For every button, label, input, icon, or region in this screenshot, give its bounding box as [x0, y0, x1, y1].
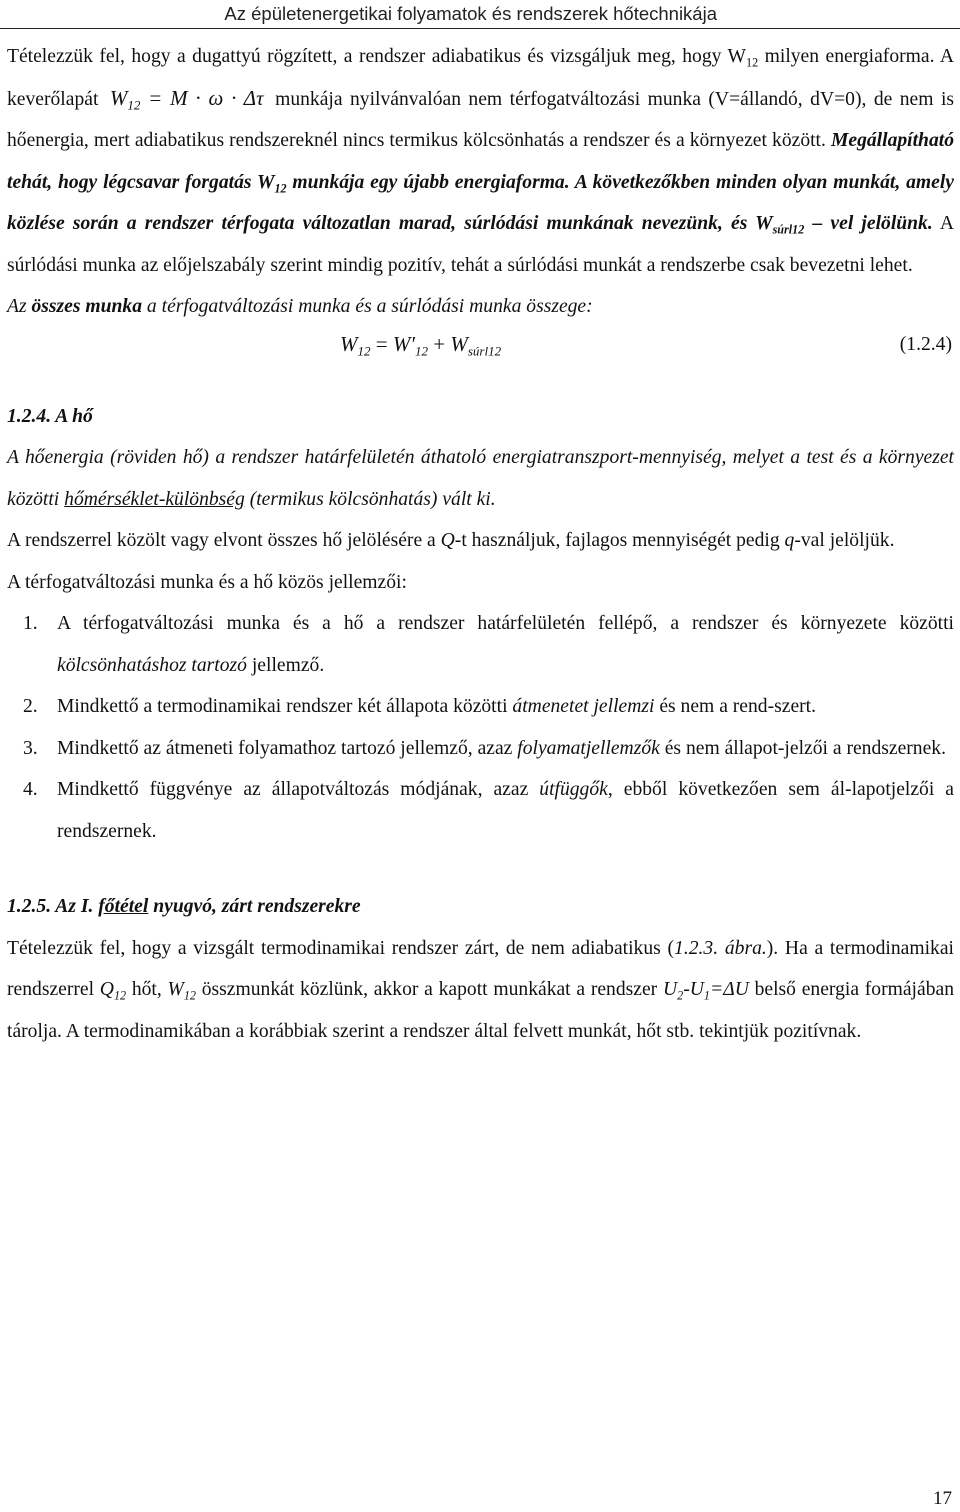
subscript: 1 — [703, 988, 710, 1003]
symbol: U — [689, 979, 704, 1000]
text: ). Ha a termodinamikai rendszerrel — [7, 937, 954, 1000]
subscript: súrl12 — [772, 222, 805, 237]
underlined-term: hőmérséklet-különbség — [64, 488, 245, 510]
text: - — [683, 979, 690, 1000]
equation-body — [340, 324, 501, 366]
bold-term: összes munka — [31, 296, 143, 317]
text: -val jelöljük. — [794, 530, 895, 551]
paragraph-common-features: A térfogatváltozási munka és a hő közös jellemzői: — [7, 571, 407, 593]
list-number: 2. — [23, 696, 38, 717]
text: összmunkát közlünk, akkor a kapott munkákat a rendszer — [196, 979, 663, 1000]
text: A hőenergia (röviden hő) a rendszer határfelületén áthatoló energiatranszport-mennyiség, melyet a test és a környezet közötti — [7, 447, 954, 510]
list-number: 4. — [23, 779, 38, 800]
text: milyen energiaforma. A keverőlapát — [7, 46, 954, 110]
text: munkája egy újabb energiaforma. A következőkben minden olyan munkát, amely közlése során a rendszer térfogata változatlan marad, súrlódási munkának nevezünk, és W — [7, 171, 954, 234]
underlined-term: főtétel — [98, 896, 149, 917]
text: Mindkettő az átmeneti folyamathoz tartozó jellemző, azaz — [57, 737, 518, 759]
page-header — [0, 0, 960, 29]
emphasis: útfüggők — [539, 779, 608, 800]
text: Tételezzük fel, hogy a vizsgált termodinamikai rendszer zárt, de nem adiabatikus ( — [7, 937, 675, 959]
subscript: 12 — [183, 988, 196, 1003]
header-title: Az épületenergetikai folyamatok és rendszerek hőtechnikája — [224, 3, 717, 24]
eq-symbol: W′ — [392, 331, 415, 356]
text: jellemző. — [246, 654, 325, 676]
text: és nem a rend-szert. — [654, 696, 817, 717]
formula-rest: = M · ω · Δτ — [140, 85, 264, 110]
text: Mindkettő függvénye az állapotváltozás módjának, azaz — [57, 779, 540, 800]
text: Az — [7, 296, 32, 317]
paragraph-heat-notation — [7, 520, 954, 562]
eq-operator: + — [427, 331, 451, 356]
formula-symbol: W — [109, 85, 128, 110]
symbol: Q — [440, 530, 455, 551]
section-heading-first-law — [7, 886, 954, 928]
eq-operator: = — [370, 331, 393, 356]
list-item — [7, 603, 954, 686]
paragraph-stirrer — [7, 36, 954, 286]
text: A térfogatváltozási munka és a hő a rendszer határfelületén fellépő, a rendszer és környezete közötti — [57, 613, 954, 634]
subscript: súrl12 — [467, 343, 502, 359]
paragraph-first-law — [7, 928, 954, 1053]
text: , ebből következően sem ál-lapotjelzői a rendszernek. — [57, 779, 954, 842]
list-item — [7, 728, 954, 770]
text: A rendszerrel közölt vagy elvont összes hő jelölésére a — [7, 530, 441, 551]
eq-symbol: W — [450, 331, 468, 356]
page-content — [7, 36, 954, 1052]
subscript: 12 — [113, 988, 127, 1003]
symbol: Q — [99, 979, 114, 1000]
subscript: 12 — [746, 55, 759, 70]
section-heading-heat — [7, 396, 954, 438]
section-title: A hő — [55, 405, 93, 427]
list-number: 1. — [23, 613, 38, 634]
text: (termikus kölcsönhatás) vált ki. — [244, 488, 496, 510]
emphasis: kölcsönhatáshoz tartozó — [57, 654, 247, 676]
text: Mindkettő a termodinamikai rendszer két állapota közötti — [57, 696, 513, 717]
text: A súrlódási munka az előjelszabály szerint mindig pozitív, tehát a súrlódási munkát a rendszerbe csak bevezetni lehet. — [7, 213, 954, 276]
emphasis: átmenetet jellemzi — [512, 696, 655, 717]
text: belső energia formájában tárolja. A termodinamikában a korábbiak szerint a rendszer által felvett munkát, hőt stb. tekintjük pozitívnak. — [7, 979, 954, 1042]
subscript: 12 — [414, 343, 428, 359]
symbol: W — [167, 979, 184, 1000]
subscript: 2 — [677, 988, 684, 1003]
subscript: 12 — [274, 180, 287, 195]
text: Az I. — [51, 896, 99, 917]
figure-reference: 1.2.3. ábra. — [674, 937, 767, 959]
equation-number: (1.2.4) — [899, 333, 952, 355]
text: Megállapítható tehát, hogy légcsavar forgatás W — [7, 130, 954, 193]
emphasis: folyamatjellemzők — [517, 737, 660, 759]
text: Tételezzük fel, hogy a dugattyú rögzített, a rendszer adiabatikus és vizsgáljuk meg, hogy W — [7, 46, 747, 67]
paragraph-total-work — [7, 286, 954, 328]
paragraph-heat-definition — [7, 437, 954, 520]
symbol: q — [784, 530, 795, 551]
subscript: 12 — [127, 97, 141, 113]
page-number: 17 — [933, 1488, 952, 1509]
text: a térfogatváltozási munka és a súrlódási munka összege: — [142, 296, 593, 317]
list-item — [7, 769, 954, 852]
subscript: 12 — [357, 343, 371, 359]
text: munkája nyilvánvalóan nem térfogatváltozási munka (V=állandó, dV=0), de nem is hőenergia, mert adiabatikus rendszereknél nincs termikus kölcsönhatás a rendszer és a környezet között. — [7, 88, 955, 151]
equation-1-2-4 — [7, 328, 954, 390]
list-item — [7, 686, 954, 728]
inline-formula — [109, 85, 264, 113]
symbol: =ΔU — [709, 979, 749, 1000]
list-number: 3. — [23, 737, 38, 759]
eq-symbol: W — [340, 331, 358, 356]
section-number: 1.2.5. — [7, 896, 52, 917]
features-list — [7, 603, 954, 852]
section-number: 1.2.4. — [7, 405, 52, 427]
text: és nem állapot-jelzői a rendszernek. — [659, 737, 946, 759]
text: – vel jelölünk. — [804, 213, 933, 234]
text: hőt, — [126, 979, 168, 1000]
text: nyugvó, zárt rendszerekre — [148, 896, 361, 917]
symbol: U — [662, 979, 678, 1000]
text: -t használjuk, fajlagos mennyiségét pedig — [454, 530, 785, 551]
